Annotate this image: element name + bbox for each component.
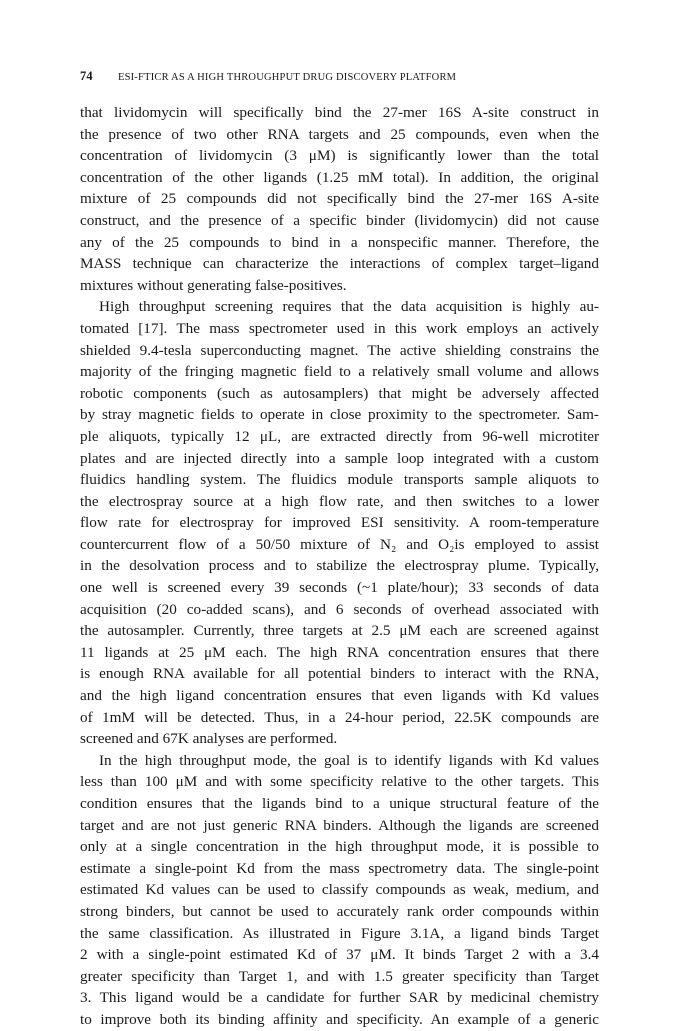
text-line: target and are not just generic RNA binders. Although the ligands are screened (80, 816, 599, 834)
text-line: concentration of the other ligands (1.25 mM total). In addition, the original (80, 168, 599, 186)
text-line: condition ensures that the ligands bind to a unique structural feature of the (80, 795, 599, 812)
paragraph-1 (80, 102, 599, 296)
text-line: screened and 67K analyses are performed. (80, 730, 338, 748)
paragraph-3 (80, 750, 599, 1031)
text-line: any of the 25 compounds to bind in a nonspecific manner. Therefore, the (80, 233, 599, 251)
running-title: ESI-FTICR AS A HIGH THROUGHPUT DRUG DISCOVERY PLATFORM (118, 72, 457, 83)
text-line: only at a single concentration in the high throughput mode, it is possible to (80, 838, 599, 856)
text-line: robotic components (such as autosamplers) that might be adversely affected (80, 384, 599, 402)
text-line: greater specificity than Target 1, and with 1.5 greater specificity than Target (80, 967, 599, 985)
text-line: estimated Kd values can be used to classify compounds as weak, medium, and (80, 881, 599, 899)
text-line: majority of the fringing magnetic field to a relatively small volume and allows (80, 363, 599, 381)
text-line: estimate a single-point Kd from the mass spectrometry data. The single-point (80, 859, 599, 877)
text-line: flow rate for electrospray for improved ESI sensitivity. A room-temperature (80, 514, 599, 532)
text-line: strong binders, but cannot be used to accurately rank order compounds within (80, 902, 599, 920)
text-line: shielded 9.4-tesla superconducting magnet. The active shielding constrains the (80, 341, 599, 359)
text-line: 3. This ligand would be a candidate for further SAR by medicinal chemistry (80, 989, 599, 1007)
text-line: is enough RNA available for all potential binders to interact with the RNA, (80, 665, 599, 683)
text-line: by stray magnetic fields to operate in close proximity to the spectrometer. Sam- (80, 406, 599, 424)
text-line: tomated [17]. The mass spectrometer used in this work employs an actively (80, 319, 599, 337)
text-line: to improve both its binding affinity and specificity. An example of a generic (80, 1010, 599, 1028)
text-line: the electrospray source at a high flow rate, and then switches to a lower (80, 492, 599, 510)
text-line: plates and are injected directly into a sample loop integrated with a custom (80, 449, 599, 467)
text-line: High throughput screening requires that the data acquisition is highly au- (99, 298, 599, 316)
text-line: acquisition (20 co-added scans), and 6 seconds of overhead associated with (80, 600, 599, 618)
body-text (80, 102, 599, 1031)
text-line: ple aliquots, typically 12 μL, are extracted directly from 96-well microtiter (80, 427, 599, 445)
text-line: countercurrent flow of a 50/50 mixture of N₂ and O₂is employed to assist (80, 535, 599, 553)
text-line: construct, and the presence of a specific binder (lividomycin) did not cause (80, 211, 599, 229)
text-line: of 1mM will be detected. Thus, in a 24-hour period, 22.5K compounds are (80, 708, 599, 726)
text-line: that lividomycin will specifically bind the 27-mer 16S A-site construct in (80, 104, 599, 121)
text-line: and the high ligand concentration ensures that even ligands with Kd values (80, 687, 599, 705)
text-line: mixtures without generating false-positives. (80, 276, 347, 294)
text-line: one well is screened every 39 seconds (~1 plate/hour); 33 seconds of data (80, 579, 599, 597)
text-line: 2 with a single-point estimated Kd of 37 μM. It binds Target 2 with a 3.4 (80, 946, 599, 964)
text-line: the presence of two other RNA targets and 25 compounds, even when the (80, 125, 599, 143)
text-line: the autosampler. Currently, three targets at 2.5 μM each are screened against (80, 622, 599, 640)
text-line: in the desolvation process and to stabilize the electrospray plume. Typically, (80, 557, 599, 575)
text-line: 11 ligands at 25 μM each. The high RNA concentration ensures that there (80, 643, 599, 661)
text-line: concentration of lividomycin (3 μM) is significantly lower than the total (80, 147, 599, 165)
page-number: 74 (80, 69, 93, 83)
text-line: MASS technique can characterize the interactions of complex target–ligand (80, 255, 599, 273)
text-line: mixture of 25 compounds did not specifically bind the 27-mer 16S A-site (80, 190, 599, 208)
text-line: the same classification. As illustrated in Figure 3.1A, a ligand binds Target (80, 924, 599, 942)
running-head (80, 68, 600, 84)
text-line: less than 100 μM and with some specificity relative to the other targets. This (80, 773, 599, 791)
paragraph-2 (80, 296, 599, 749)
text-line: fluidics handling system. The fluidics module transports sample aliquots to (80, 471, 599, 489)
text-line: In the high throughput mode, the goal is to identify ligands with Kd values (99, 751, 599, 769)
